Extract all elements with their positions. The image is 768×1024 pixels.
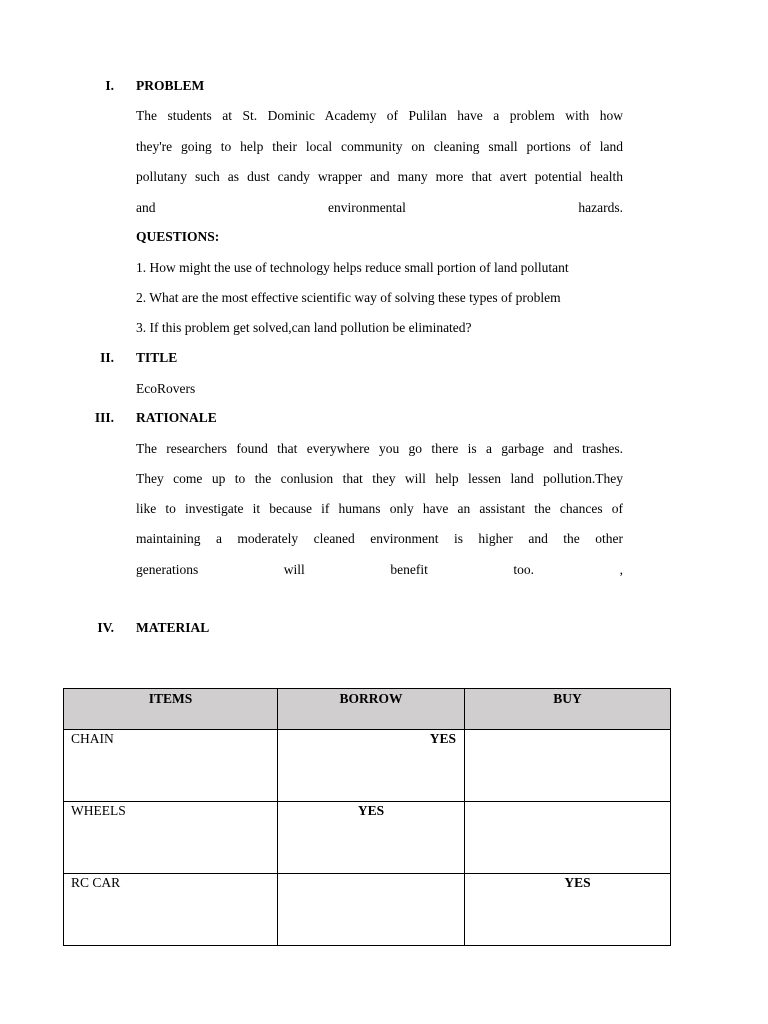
project-title: EcoRovers bbox=[136, 381, 196, 396]
rationale-line: The researchers found that everywhere you go there is a garbage and trashes. bbox=[136, 441, 623, 456]
table-header-row bbox=[64, 689, 671, 730]
problem-line: and environmental hazards. bbox=[136, 200, 623, 215]
borrow-cell bbox=[278, 730, 465, 802]
borrow-cell bbox=[278, 874, 465, 946]
table-header-items bbox=[64, 689, 278, 730]
problem-line: The students at St. Dominic Academy of Pulilan have a problem with how bbox=[136, 108, 623, 123]
section-numeral-problem: I. bbox=[105, 78, 114, 93]
item-cell: WHEELS bbox=[64, 802, 278, 874]
section-numeral-material: IV. bbox=[97, 620, 114, 635]
item-cell: RC CAR bbox=[64, 874, 278, 946]
rationale-line: They come up to the conlusion that they will help lessen land pollution.They bbox=[136, 471, 623, 486]
table-row bbox=[64, 802, 671, 874]
materials-table bbox=[63, 688, 671, 946]
buy-value bbox=[465, 802, 670, 803]
problem-line: pollutany such as dust candy wrapper and many more that avert potential health bbox=[136, 169, 623, 184]
section-numeral-title: II. bbox=[100, 350, 114, 365]
rationale-line: like to investigate it because if humans only have an assistant the chances of bbox=[136, 501, 623, 516]
rationale-line: maintaining a moderately cleaned environment is higher and the other bbox=[136, 531, 623, 546]
header-label: BORROW bbox=[339, 691, 403, 706]
section-heading-material: MATERIAL bbox=[136, 620, 210, 635]
table-row bbox=[64, 730, 671, 802]
table-row bbox=[64, 874, 671, 946]
question-item: 3. If this problem get solved,can land pollution be eliminated? bbox=[136, 320, 472, 335]
section-heading-problem: PROBLEM bbox=[136, 78, 205, 93]
buy-cell bbox=[465, 802, 671, 874]
table-header-buy bbox=[465, 689, 671, 730]
questions-heading: QUESTIONS: bbox=[136, 229, 220, 244]
buy-value: YES bbox=[564, 875, 591, 890]
buy-cell bbox=[465, 874, 671, 946]
section-heading-title: TITLE bbox=[136, 350, 178, 365]
section-heading-rationale: RATIONALE bbox=[136, 410, 217, 425]
item-cell: CHAIN bbox=[64, 730, 278, 802]
problem-line: they're going to help their local community on cleaning small portions of land bbox=[136, 139, 623, 154]
table-header-borrow bbox=[278, 689, 465, 730]
question-item: 1. How might the use of technology helps reduce small portion of land pollutant bbox=[136, 260, 569, 275]
header-label: BUY bbox=[553, 691, 582, 706]
borrow-value bbox=[278, 874, 464, 875]
buy-value bbox=[465, 730, 670, 731]
section-numeral-rationale: III. bbox=[94, 410, 114, 425]
question-item: 2. What are the most effective scientific way of solving these types of problem bbox=[136, 290, 561, 305]
buy-cell bbox=[465, 730, 671, 802]
borrow-value: YES bbox=[357, 803, 385, 818]
borrow-value: YES bbox=[429, 731, 456, 746]
borrow-cell bbox=[278, 802, 465, 874]
rationale-line: generations will benefit too. , bbox=[136, 562, 623, 577]
header-label: ITEMS bbox=[148, 691, 193, 706]
